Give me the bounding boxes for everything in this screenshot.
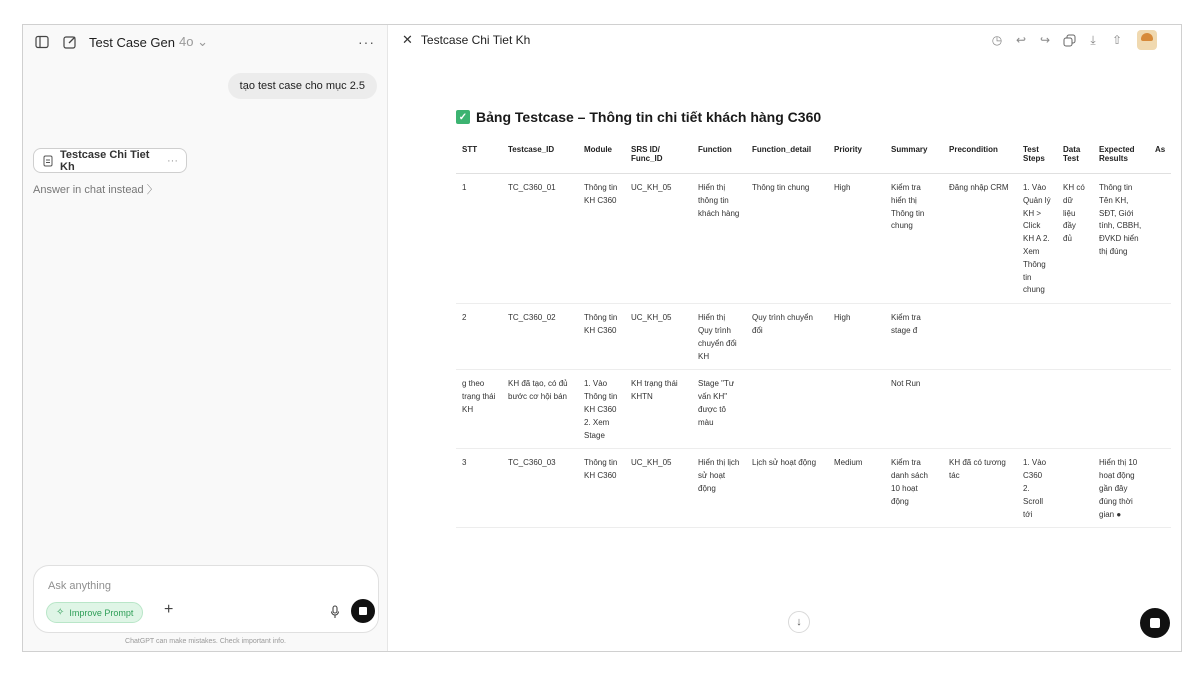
- table-row: [456, 370, 1171, 449]
- table-cell: Kiểm tra danh sách 10 hoạt động: [885, 449, 943, 528]
- table-cell: 3: [456, 449, 502, 528]
- table-cell: [1017, 304, 1057, 370]
- table-cell: UC_KH_05: [625, 449, 692, 528]
- column-header: Function_detail: [746, 141, 828, 174]
- model-selector[interactable]: [179, 34, 208, 50]
- column-header: Testcase_ID: [502, 141, 578, 174]
- improve-prompt-label: Improve Prompt: [69, 607, 134, 618]
- table-cell: [1057, 449, 1093, 528]
- table-cell: [1057, 370, 1093, 449]
- canvas-toolbar: [981, 30, 1157, 50]
- table-row: [456, 174, 1171, 304]
- table-cell: Thông tin Tên KH, SĐT, Giới tính, CBBH, ĐVKD hiển thị đúng: [1093, 174, 1149, 304]
- answer-in-chat-link[interactable]: [33, 181, 158, 197]
- table-cell: Quy trình chuyển đổi: [746, 304, 828, 370]
- column-header: As: [1149, 141, 1171, 174]
- table-cell: Stage "Tư vấn KH" được tô màu: [692, 370, 746, 449]
- table-cell: KH có dữ liệu đầy đủ: [1057, 174, 1093, 304]
- canvas-title: Testcase Chi Tiet Kh: [420, 33, 531, 47]
- chevron-right-icon: 〉: [146, 184, 158, 196]
- ellipsis-icon[interactable]: ···: [167, 154, 178, 167]
- stop-button[interactable]: [351, 599, 375, 623]
- improve-prompt-button[interactable]: [46, 602, 143, 623]
- table-cell: Thông tin KH C360: [578, 174, 625, 304]
- column-header: Precondition: [943, 141, 1017, 174]
- canvas-stop-button[interactable]: [1140, 608, 1170, 638]
- copy-icon[interactable]: [1061, 32, 1077, 48]
- table-cell: [1149, 370, 1171, 449]
- column-header: SRS ID/ Func_ID: [625, 141, 692, 174]
- undo-icon[interactable]: ↩: [1015, 33, 1027, 47]
- column-header: Priority: [828, 141, 885, 174]
- table-cell: KH trạng thái KHTN: [625, 370, 692, 449]
- add-attachment-icon[interactable]: +: [164, 601, 174, 618]
- table-cell: Thông tin chung: [746, 174, 828, 304]
- canvas-panel: [388, 25, 1182, 651]
- table-cell: Not Run: [885, 370, 943, 449]
- table-cell: [1057, 304, 1093, 370]
- arrow-down-icon: ↓: [796, 616, 802, 628]
- user-message: tạo test case cho mục 2.5: [228, 73, 377, 99]
- table-cell: Kiểm tra hiển thị Thông tin chung: [885, 174, 943, 304]
- table-cell: [828, 370, 885, 449]
- table-cell: KH đã tạo, có đủ bước cơ hội bán: [502, 370, 578, 449]
- table-cell: 1. Vào C360 2. Scroll tới: [1017, 449, 1057, 528]
- table-cell: 1. Vào Thông tin KH C360 2. Xem Stage: [578, 370, 625, 449]
- table-cell: TC_C360_03: [502, 449, 578, 528]
- table-row: [456, 304, 1171, 370]
- app-frame: [22, 24, 1182, 652]
- disclaimer: ChatGPT can make mistakes. Check important info.: [125, 638, 286, 645]
- avatar[interactable]: [1137, 30, 1157, 50]
- table-cell: [1017, 370, 1057, 449]
- table-cell: g theo trạng thái KH: [456, 370, 502, 449]
- table-cell: High: [828, 304, 885, 370]
- model-label: 4o: [179, 34, 194, 49]
- table-cell: [1149, 174, 1171, 304]
- table-cell: Medium: [828, 449, 885, 528]
- column-header: Function: [692, 141, 746, 174]
- answer-in-chat-label: Answer in chat instead: [33, 184, 144, 196]
- composer-input[interactable]: Ask anything: [48, 580, 111, 592]
- column-header: Summary: [885, 141, 943, 174]
- app-title[interactable]: Test Case Gen: [89, 34, 175, 50]
- table-cell: [943, 370, 1017, 449]
- more-options-icon[interactable]: ···: [358, 34, 375, 50]
- chat-panel: [23, 25, 388, 651]
- document-heading-text: Bảng Testcase – Thông tin chi tiết khách hàng C360: [476, 109, 822, 125]
- share-icon[interactable]: ⇧: [1111, 33, 1123, 47]
- document-icon: [42, 155, 54, 167]
- table-cell: UC_KH_05: [625, 304, 692, 370]
- table-header-row: [456, 141, 1171, 174]
- table-cell: Thông tin KH C360: [578, 304, 625, 370]
- check-mark-icon: ✓: [456, 110, 470, 124]
- canvas-card[interactable]: [33, 148, 187, 173]
- table-cell: 2: [456, 304, 502, 370]
- stop-icon: [1150, 618, 1160, 628]
- table-cell: 1. Vào Quản lý KH > Click KH A 2. Xem Thông tin chung: [1017, 174, 1057, 304]
- table-cell: Thông tin KH C360: [578, 449, 625, 528]
- table-cell: Hiển thị Quy trình chuyển đổi KH: [692, 304, 746, 370]
- table-cell: TC_C360_01: [502, 174, 578, 304]
- column-header: STT: [456, 141, 502, 174]
- table-cell: [1149, 304, 1171, 370]
- table-cell: TC_C360_02: [502, 304, 578, 370]
- column-header: Data Test: [1057, 141, 1093, 174]
- table-cell: Đăng nhập CRM: [943, 174, 1017, 304]
- history-icon[interactable]: ◷: [991, 33, 1003, 47]
- canvas-card-label: Testcase Chi Tiet Kh: [60, 148, 150, 173]
- scroll-down-button[interactable]: [788, 611, 810, 633]
- composer[interactable]: [33, 565, 379, 633]
- sidebar-toggle-icon[interactable]: [33, 33, 51, 51]
- download-icon[interactable]: ⤓: [1090, 32, 1096, 47]
- column-header: Module: [578, 141, 625, 174]
- redo-icon[interactable]: ↪: [1039, 33, 1051, 47]
- table-cell: KH đã có tương tác: [943, 449, 1017, 528]
- table-cell: [1149, 449, 1171, 528]
- close-icon[interactable]: ✕: [402, 32, 413, 47]
- table-cell: High: [828, 174, 885, 304]
- table-cell: [1093, 370, 1149, 449]
- table-cell: UC_KH_05: [625, 174, 692, 304]
- table-row: [456, 449, 1171, 528]
- chevron-down-icon: ⌄: [197, 34, 208, 49]
- table-cell: Hiển thị 10 hoạt động gần đây đúng thời gian ●: [1093, 449, 1149, 528]
- table-cell: Hiển thị thông tin khách hàng: [692, 174, 746, 304]
- table-cell: Lịch sử hoạt động: [746, 449, 828, 528]
- microphone-icon[interactable]: [330, 605, 340, 619]
- table-cell: Kiểm tra stage đ: [885, 304, 943, 370]
- column-header: Expected Results: [1093, 141, 1149, 174]
- column-header: Test Steps: [1017, 141, 1057, 174]
- stop-icon: [359, 607, 367, 615]
- chat-header: [23, 25, 387, 59]
- table-cell: [1093, 304, 1149, 370]
- table-cell: [746, 370, 828, 449]
- document-heading: [456, 109, 821, 125]
- table-cell: [943, 304, 1017, 370]
- table-cell: 1: [456, 174, 502, 304]
- table-cell: Hiển thị lịch sử hoạt động: [692, 449, 746, 528]
- sparkle-icon: ✧: [56, 607, 65, 618]
- avatar-hair: [1141, 33, 1153, 41]
- new-chat-icon[interactable]: [61, 33, 79, 51]
- testcase-table: [456, 141, 1171, 528]
